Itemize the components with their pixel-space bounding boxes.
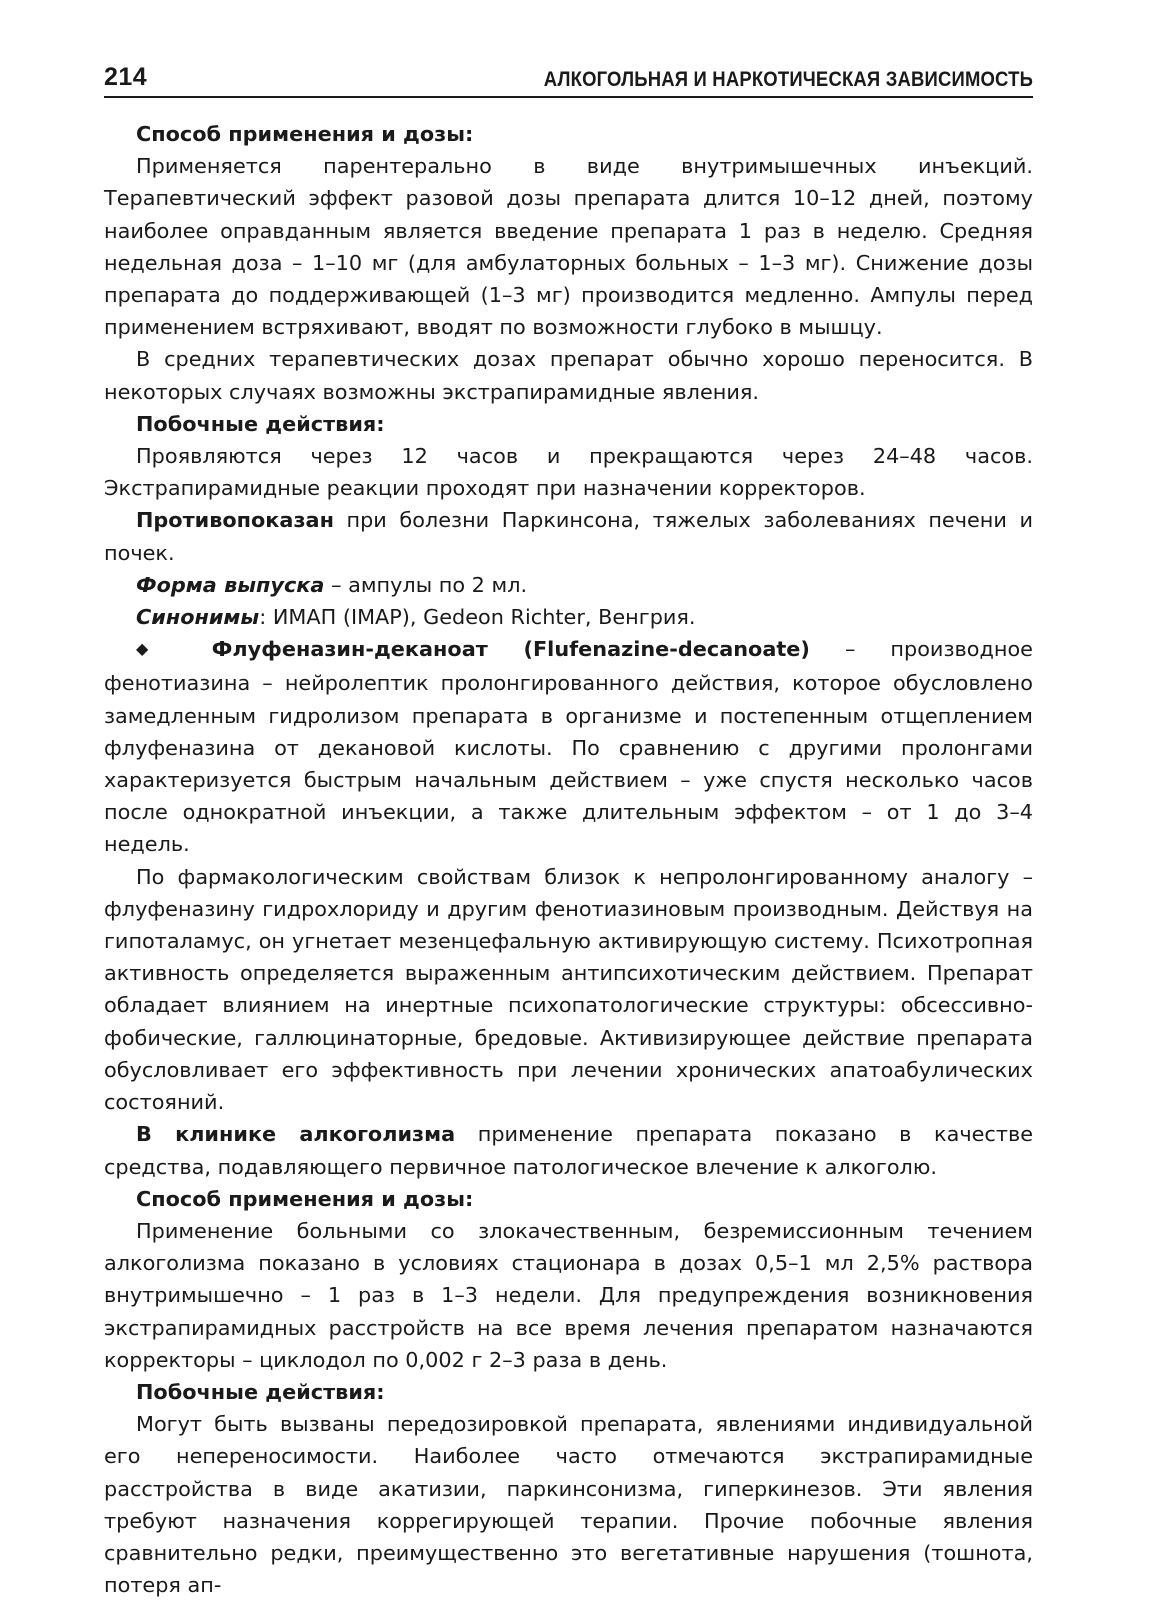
drug-title: Флуфеназин-деканоат (Flufenazine-decanoate) [211, 637, 810, 662]
synonyms-label: Синонимы [136, 605, 260, 630]
imap-dosage-heading: Способ применения и дозы: [136, 122, 474, 146]
contraindications-label: Противопоказан [136, 508, 334, 533]
fluphenazine-dosage-heading: Способ применения и дозы: [136, 1186, 474, 1211]
contraindications-text: при болезни Паркинсона, тяжелых заболеваниях печени и почек. [104, 508, 1033, 565]
synonyms-text: : ИМАП (IMAP), Gedeon Richter, Венгрия. [259, 605, 696, 630]
page-header [104, 44, 1033, 98]
drug-intro-text: – производное фенотиазина – нейролептик пролонгированного действия, которое обусловлено замедленным гидролизом препарата в организме и постепенным отщеплением флуфеназина от декановой кислоты. По сравнению с другими пролонгами характеризуется быстрым начальным действием – уже спустя несколько часов после однократной инъекции, а также длительным эффектом – от 1 до 3–4 недель. [104, 637, 1033, 857]
clinic-label: В клинике алкоголизма [136, 1122, 456, 1147]
clinic-text: применение препарата показано в качестве средства, подавляющего первичное патологическое влечение к алкоголю. [104, 1122, 1034, 1179]
fluphenazine-side-effects-text: Могут быть вызваны передозировкой препарата, явлениями индивидуальной его непереносимости. Наиболее часто отмечаются экстрапирамидные расстройства в виде акатизии, паркинсонизма, гиперкинезов. Эти явления требуют назначения коррегирующей терапии. Прочие побочные явления сравнительно редки, преимущественно это вегетативные нарушения (тошнота, потеря ап- [104, 1412, 1033, 1598]
page-content [104, 118, 1033, 1601]
fluphenazine-entry-intro [104, 633, 1033, 860]
page-number: 214 [104, 63, 148, 91]
imap-side-effects-text: Проявляются через 12 часов и прекращаются через 24–48 часов. Экстрапирамидные реакции проходят при назначении корректоров. [104, 444, 1033, 501]
fluphenazine-pharmacology-text: По фармакологическим свойствам близок к непролонгированному аналогу – флуфеназину гидрохлориду и другим фенотиазиновым производным. Действуя на гипоталамус, он угнетает мезенцефальную активирующую систему. Психотропная активность определяется выраженным антипсихотическим действием. Препарат обладает влиянием на инертные психопатологические структуры: обсессивно-фобические, галлюцинаторные, бредовые. Активизирующее действие препарата обусловливает его эффективность при лечении хронических апатоабулических состояний. [104, 864, 1033, 1115]
release-form-text: – ампулы по 2 мл. [324, 572, 528, 597]
release-form-label: Форма выпуска [136, 572, 325, 597]
imap-side-effects-heading: Побочные действия: [136, 411, 385, 436]
fluphenazine-side-effects-heading: Побочные действия: [136, 1379, 385, 1404]
diamond-bullet-icon: ◆ [136, 639, 177, 659]
fluphenazine-dosage-text: Применение больными со злокачественным, безремиссионным течением алкоголизма показано в условиях стационара в дозах 0,5–1 мл 2,5% раствора внутримышечно – 1 раз в 1–3 недели. Для предупреждения возникновения экстрапирамидных расстройств на все время лечения препаратом назначаются корректоры – циклодол по 0,002 г 2–3 раза в день. [104, 1218, 1033, 1372]
imap-release-form [104, 569, 1033, 601]
imap-synonyms [104, 601, 1033, 633]
imap-dosage-text: Применяется парентерально в виде внутримышечных инъекций. Терапевтический эффект разовой дозы препарата длится 10–12 дней, поэтому наиболее оправданным является введение препарата 1 раз в неделю. Средняя недельная доза – 1–10 мг (для амбулаторных больных – 1–3 мг). Снижение дозы препарата до поддерживающей (1–3 мг) производится медленно. Ампулы перед применением встряхивают, вводят по возможности глубоко в мышцу. [104, 154, 1033, 340]
imap-contraindications [104, 504, 1033, 568]
running-title: АЛКОГОЛЬНАЯ И НАРКОТИЧЕСКАЯ ЗАВИСИМОСТЬ [543, 68, 1033, 91]
fluphenazine-clinic [104, 1118, 1033, 1182]
imap-tolerance-text: В средних терапевтических дозах препарат обычно хорошо переносится. В некоторых случаях возможны экстрапирамидные явления. [104, 347, 1033, 404]
